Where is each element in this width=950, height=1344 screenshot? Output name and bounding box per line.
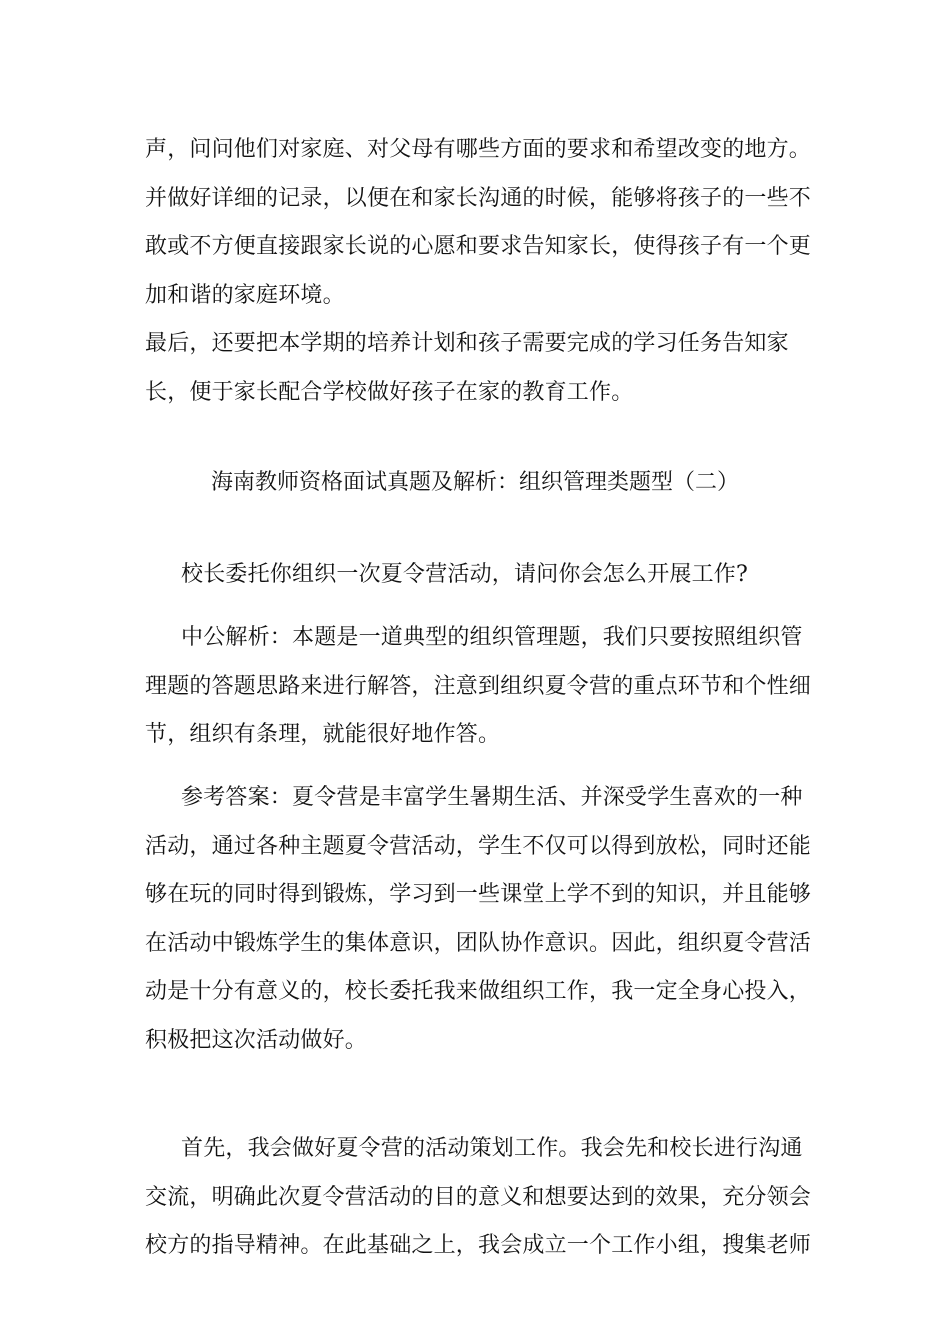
question-paragraph xyxy=(145,551,807,600)
text-line: 首先，我会做好夏令营的活动策划工作。我会先和校长进行沟通 xyxy=(181,1136,803,1161)
text-line: 节，组织有条理，就能很好地作答。 xyxy=(145,722,501,747)
first-step-paragraph xyxy=(145,1125,812,1271)
intro-paragraph xyxy=(145,126,812,320)
section-title: 海南教师资格面试真题及解析：组织管理类题型（二） xyxy=(210,470,739,495)
reference-answer-paragraph xyxy=(145,774,812,1065)
text-line: 理题的答题思路来进行解答，注意到组织夏令营的重点环节和个性细 xyxy=(145,673,812,699)
text-line: 校方的指导精神。在此基础之上，我会成立一个工作小组，搜集老师 xyxy=(145,1233,812,1258)
text-line: 声，问问他们对家庭、对父母有哪些方面的要求和希望改变的地方。 xyxy=(145,137,812,162)
text-line: 交流，明确此次夏令营活动的目的意义和想要达到的效果，充分领会 xyxy=(145,1184,812,1210)
closing-paragraph xyxy=(145,320,807,417)
text-line: 积极把这次活动做好。 xyxy=(145,1027,368,1053)
text-line: 并做好详细的记录，以便在和家长沟通的时候，能够将孩子的一些不 xyxy=(145,185,812,211)
text-line: 中公解析：本题是一道典型的组织管理题，我们只要按照组织管 xyxy=(181,625,803,650)
text-line: 敢或不方便直接跟家长说的心愿和要求告知家长，使得孩子有一个更 xyxy=(145,234,812,259)
text-line: 加和谐的家庭环境。 xyxy=(145,282,345,308)
text-line: 长，便于家长配合学校做好孩子在家的教育工作。 xyxy=(145,379,634,405)
text-line: 在活动中锻炼学生的集体意识，团队协作意识。因此，组织夏令营活 xyxy=(145,930,812,956)
text-line: 最后，还要把本学期的培养计划和孩子需要完成的学习任务告知家 xyxy=(145,331,789,356)
analysis-paragraph xyxy=(145,614,812,760)
text-line: 够在玩的同时得到锻炼，学习到一些课堂上学不到的知识，并且能够 xyxy=(145,882,812,907)
text-line: 参考答案：夏令营是丰富学生暑期生活、并深受学生喜欢的一种 xyxy=(181,785,803,810)
question-text: 校长委托你组织一次夏令营活动，请问你会怎么开展工作? xyxy=(181,562,748,587)
text-line: 动是十分有意义的，校长委托我来做组织工作，我一定全身心投入， xyxy=(145,979,812,1004)
text-line: 活动，通过各种主题夏令营活动，学生不仅可以得到放松，同时还能 xyxy=(145,833,812,859)
